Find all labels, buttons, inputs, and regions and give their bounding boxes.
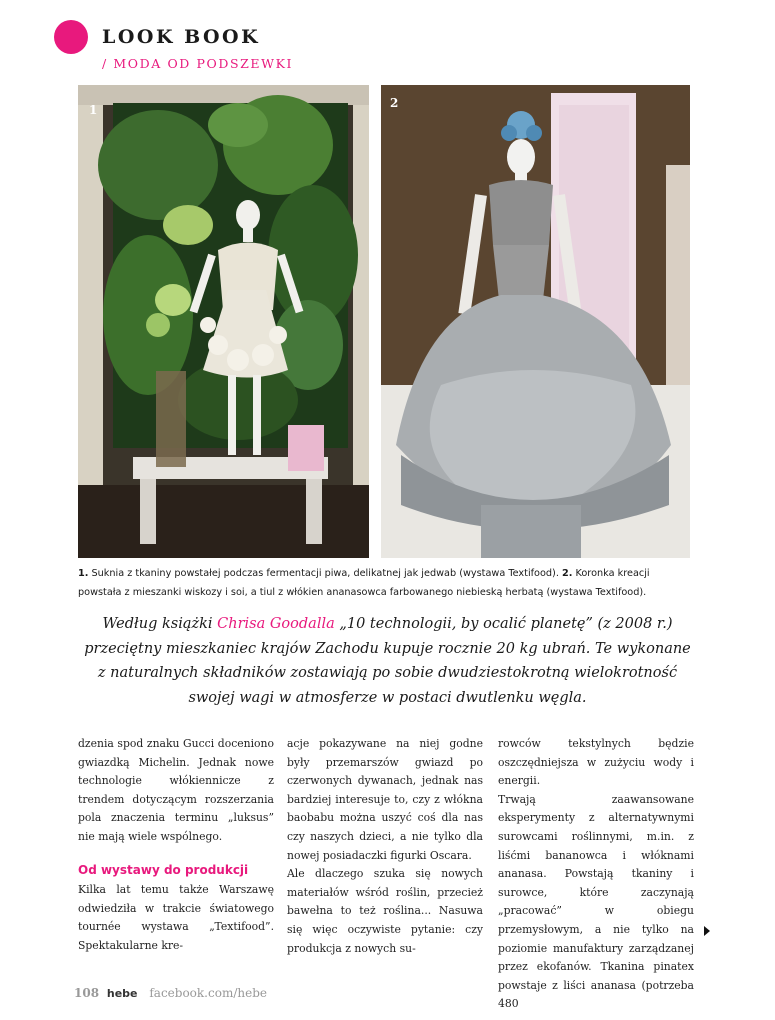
brand-name: hebe bbox=[106, 987, 138, 1000]
paragraph: Kilka lat temu także Warszawę odwiedziła w trakcie światowego tournée wystawa „Textifood”. Spektakularne kre- bbox=[78, 883, 274, 952]
caption-text-2: Koronka kreacji powstała z mieszanki wiskozy i soi, a tiul z włókien ananasowca farbowanego niebieską herbatą (wystawa Textifood). bbox=[78, 568, 650, 598]
text-column-3 bbox=[498, 735, 694, 1014]
paragraph: dzenia spod znaku Gucci doceniono gwiazdką Michelin. Jednak nowe technologie włókiennicze z trendem dotyczącym rozszerzania pola znaczenia terminu „luksus” nie mają wiele wspólnego. bbox=[78, 737, 274, 843]
photo-lace-dress bbox=[381, 85, 690, 558]
text-column-2 bbox=[287, 735, 483, 958]
photo-beer-dress bbox=[78, 85, 369, 558]
quote-part-1: Według książki bbox=[102, 616, 218, 632]
section-title: LOOK BOOK bbox=[102, 26, 261, 48]
paragraph: Trwają zaawansowane eksperymenty z alternatywnymi surowcami roślinnymi, m.in. z liśćmi bananowca i włóknami ananasa. Powstają tkaniny i surowce, które zaczynają „pracować” w obiegu przemysłowym, a nie tylko na poziomie manufaktury zarządzanej przez ekofanów. Tkanina pinatex powstaje z liści ananasa (potrzeba 480 bbox=[498, 792, 694, 1011]
paragraph: Ale dlaczego szuka się nowych materiałów wśród roślin, przecież bawełna to też roślina... Nasuwa się więc oczywiste pytanie: czy produkcja z nowych su- bbox=[287, 867, 483, 955]
paragraph: acje pokazywane na niej godne były przemarszów gwiazd po czerwonych dywanach, jednak nas bardziej interesuje to, czy z włókna baobabu można uszyć coś dla nas czy naszych dzieci, a nie tylko dla nowej posiadaczki figurki Oscara. bbox=[287, 737, 483, 862]
caption-num-2: 2. bbox=[562, 568, 573, 579]
section-heading: Od wystawy do produkcji bbox=[78, 862, 249, 877]
pull-quote bbox=[80, 612, 695, 710]
page-footer bbox=[74, 986, 267, 1000]
continue-arrow-icon bbox=[704, 926, 710, 936]
paragraph: rowców tekstylnych będzie oszczędniejsza w zużyciu wody i energii. bbox=[498, 737, 694, 788]
caption-text-1: Suknia z tkaniny powstałej podczas fermentacji piwa, delikatnej jak jedwab (wystawa Textifood). bbox=[91, 568, 559, 579]
quote-author: Chrisa Goodalla bbox=[217, 616, 335, 632]
photo1-number: 1 bbox=[89, 103, 98, 117]
header-accent-dot bbox=[54, 20, 88, 54]
footer-link[interactable]: facebook.com/hebe bbox=[149, 986, 267, 1000]
photo2-number: 2 bbox=[390, 96, 399, 110]
section-subtitle: / MODA OD PODSZEWKI bbox=[102, 56, 294, 71]
caption-num-1: 1. bbox=[78, 568, 89, 579]
text-column-1 bbox=[78, 735, 274, 956]
photo-caption bbox=[78, 564, 690, 602]
page-number: 108 bbox=[74, 986, 100, 1000]
quote-part-2: „10 technologii, by ocalić planetę” (z 2008 r.) przeciętny mieszkaniec krajów Zachodu kupuje rocznie 20 kg ubrań. Te wykonane z naturalnych składników zostawiają po sobie dwudziestokrotną wielokrotność swojej wagi w atmosferze w postaci dwutlenku węgla. bbox=[84, 616, 691, 706]
